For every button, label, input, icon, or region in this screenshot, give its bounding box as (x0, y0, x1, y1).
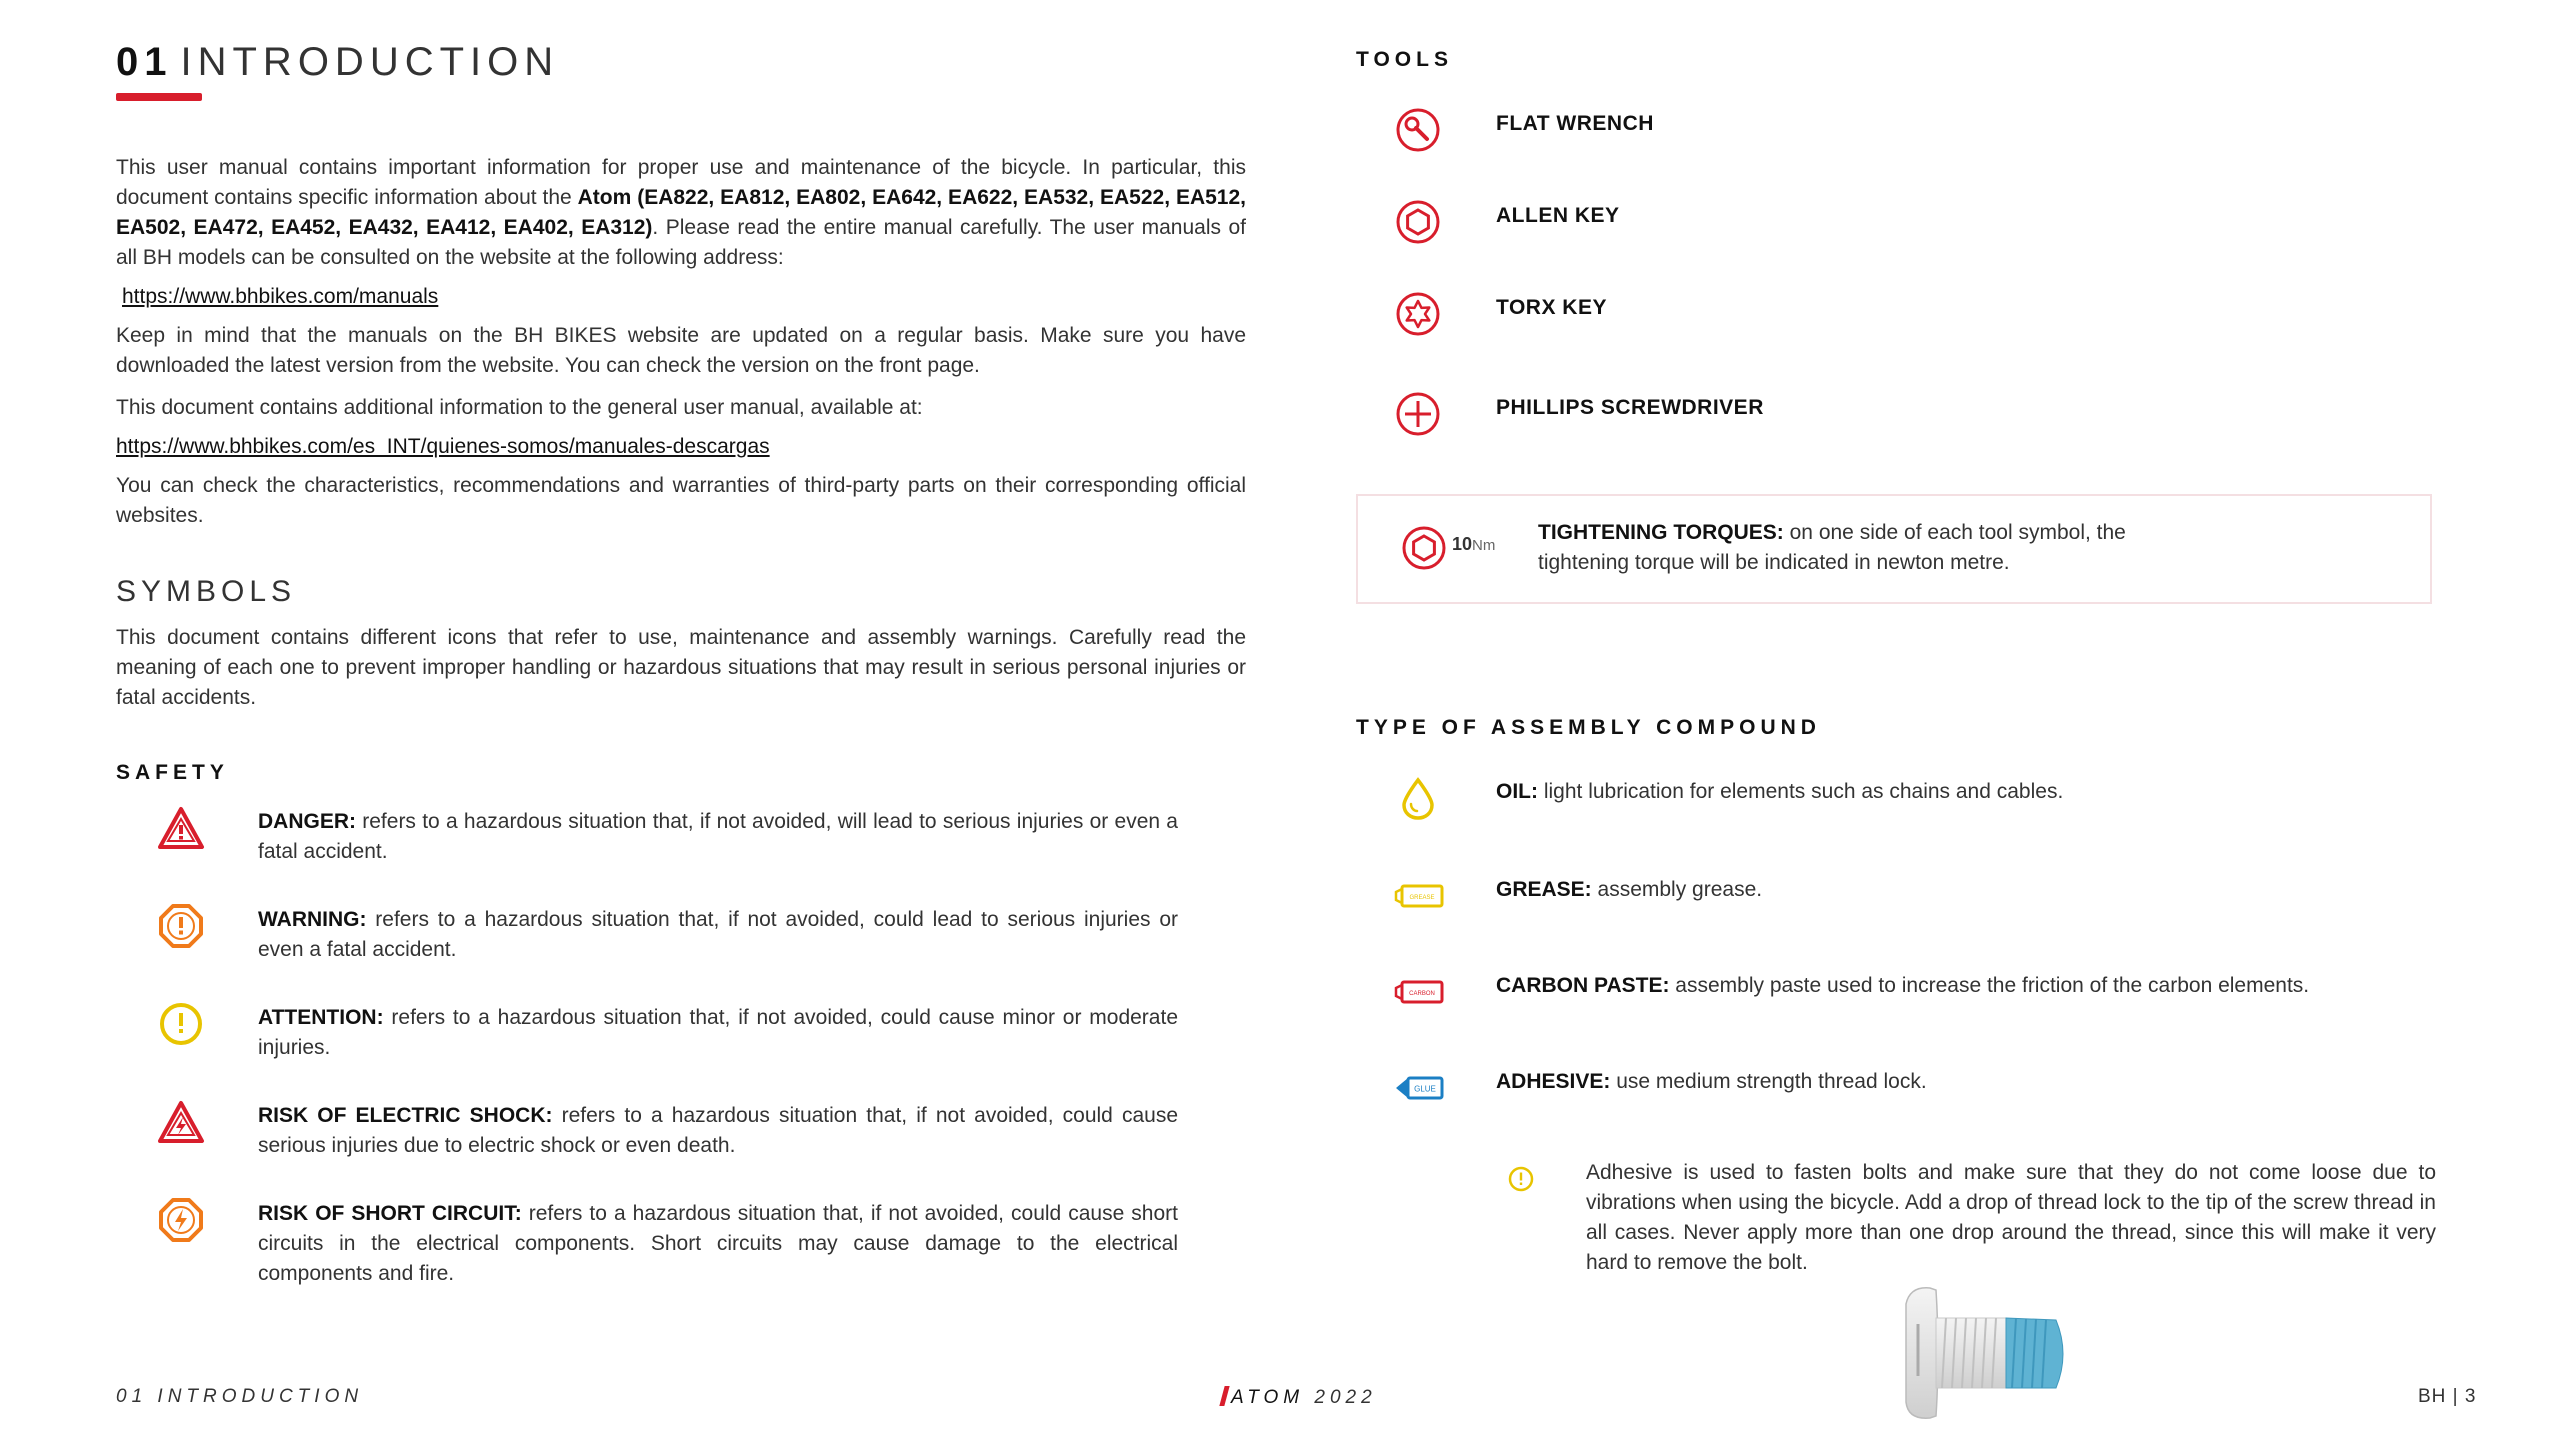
compound-carbon-paste (1356, 968, 2456, 1028)
footer-model: ATOM (1231, 1387, 1305, 1408)
allen-key-torque-icon (1400, 524, 1448, 572)
compound-text-carbon-paste: CARBON PASTE: assembly paste used to increase the friction of the carbon elements. (1496, 974, 2310, 997)
tool-label: PHILLIPS SCREWDRIVER (1496, 396, 1764, 419)
footer-section-label: 01 INTRODUCTION (116, 1386, 364, 1407)
symbols-heading: SYMBOLS (116, 575, 297, 608)
tool-label: ALLEN KEY (1496, 204, 1620, 227)
warning-octagon-icon (156, 901, 206, 951)
torque-text: TIGHTENING TORQUES: on one side of each tool symbol, the tightening torque will be indicated in newton metre. (1538, 521, 2126, 574)
symbols-paragraph: This document contains different icons that refer to use, maintenance and assembly warnings. Carefully read the meaning of each one to prevent improper handling or hazardous situations that may result in serious personal injuries or fatal accidents. (116, 626, 1246, 709)
adhesive-note: Adhesive is used to fasten bolts and make sure that they do not come loose due to vibrations when using the bicycle. Add a drop of thread lock to the tip of the screw thread in all cases. Never apply more than one drop around the thread, since this will make it very hard to remove the bolt. (1586, 1161, 2436, 1274)
tool-phillips-screwdriver (1356, 390, 2456, 450)
electric-shock-icon (156, 1097, 206, 1147)
compound-grease (1356, 872, 2456, 932)
glue-tag: GLUE (1414, 1084, 1436, 1094)
safety-list (116, 803, 1246, 1323)
compound-text-oil: OIL: light lubrication for elements such as chains and cables. (1496, 780, 2064, 803)
grease-tube-icon (1394, 872, 1446, 920)
page-title (116, 40, 1246, 85)
footer-page-number: BH | 3 (2418, 1386, 2477, 1407)
safety-text-attention: ATTENTION: refers to a hazardous situation that, if not avoided, could cause minor or moderate injuries. (258, 1006, 1178, 1059)
short-circuit-icon (156, 1195, 206, 1245)
intro-paragraph-4: You can check the characteristics, recommendations and warranties of third-party parts on their corresponding official websites. (116, 474, 1246, 527)
safety-heading: SAFETY (116, 761, 229, 784)
manuals-link[interactable]: https://www.bhbikes.com/manuals (122, 285, 439, 308)
safety-text-danger: DANGER: refers to a hazardous situation that, if not avoided, will lead to serious injuries or even a fatal accident. (258, 810, 1178, 863)
compound-oil (1356, 774, 2456, 834)
torx-key-icon (1394, 290, 1442, 338)
attention-circle-icon (156, 999, 206, 1049)
safety-text-electric-shock: RISK OF ELECTRIC SHOCK: refers to a hazardous situation that, if not avoided, could cause serious injuries due to electric shock or even death. (258, 1104, 1178, 1157)
tool-label: FLAT WRENCH (1496, 112, 1654, 135)
title-underline (116, 93, 202, 101)
torque-unit: Nm (1472, 537, 1496, 554)
bolt-illustration (1896, 1284, 2096, 1424)
tool-flat-wrench (1356, 106, 2456, 166)
tool-label: TORX KEY (1496, 296, 1607, 319)
compound-list (1356, 774, 2456, 1440)
grease-tag: GREASE (1409, 895, 1435, 901)
compound-text-adhesive: ADHESIVE: use medium strength thread lock. (1496, 1070, 1927, 1093)
carbon-tag: CARBON (1409, 991, 1435, 997)
left-column (116, 40, 1246, 1323)
intro-text-b: . Please read the entire manual carefully. The user manuals of all BH models can be consulted on the website at the following address: (116, 216, 1246, 269)
torque-value: 10 (1452, 534, 1473, 554)
footer-brand (1222, 1386, 1377, 1409)
downloads-link[interactable]: https://www.bhbikes.com/es_INT/quienes-somos/manuales-descargas (116, 435, 770, 458)
phillips-screwdriver-icon (1394, 390, 1442, 438)
right-column (1356, 40, 2456, 1440)
compound-adhesive (1356, 1064, 2456, 1124)
tool-torx-key (1356, 290, 2456, 350)
section-title: INTRODUCTION (180, 40, 560, 84)
torque-info-box (1356, 494, 2432, 604)
compound-heading: TYPE OF ASSEMBLY COMPOUND (1356, 716, 1821, 739)
attention-note-icon (1506, 1164, 1536, 1194)
glue-tube-icon (1394, 1064, 1446, 1112)
section-number: 01 (116, 40, 173, 84)
intro-paragraph-3: This document contains additional information to the general user manual, available at: (116, 396, 923, 419)
safety-text-warning: WARNING: refers to a hazardous situation that, if not avoided, could lead to serious injuries or even a fatal accident. (258, 908, 1178, 961)
safety-text-short-circuit: RISK OF SHORT CIRCUIT: refers to a hazardous situation that, if not avoided, could cause short circuits in the electrical components. Short circuits may cause damage to the electrical components and fire. (258, 1202, 1178, 1285)
brand-mark (1219, 1386, 1229, 1406)
oil-drop-icon (1394, 774, 1442, 822)
carbon-paste-tube-icon (1394, 968, 1446, 1016)
intro-paragraph-2: Keep in mind that the manuals on the BH BIKES website are updated on a regular basis. Make sure you have downloaded the latest version from the website. You can check the version on the front page. (116, 324, 1246, 377)
compound-text-grease: GREASE: assembly grease. (1496, 878, 1763, 901)
tools-heading: TOOLS (1356, 48, 1453, 71)
footer-year: 2022 (1314, 1387, 1377, 1408)
danger-triangle-icon (156, 803, 206, 853)
intro-text-a: This user manual contains important information for proper use and maintenance of the bicycle. In particular, this document contains specific information about the (116, 156, 1246, 209)
tool-allen-key (1356, 198, 2456, 258)
intro-models: Atom (EA822, EA812, EA802, EA642, EA622, EA532, EA522, EA512, EA502, EA472, EA452, EA432, EA412, EA402, EA312) (116, 186, 1246, 239)
allen-key-icon (1394, 198, 1442, 246)
flat-wrench-icon (1394, 106, 1442, 154)
torque-value-label (1452, 534, 1495, 555)
tools-list (1356, 106, 2456, 666)
intro-paragraph-1 (116, 153, 1246, 273)
